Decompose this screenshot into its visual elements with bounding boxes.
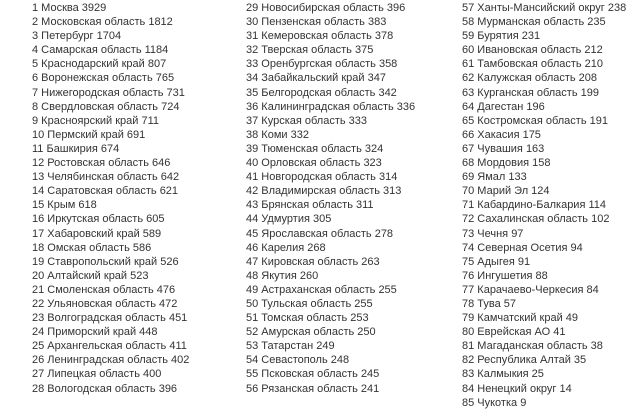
ranking-entry: 28 Вологодская область 396 bbox=[32, 382, 178, 395]
ranking-entry: 30 Пензенская область 383 bbox=[246, 16, 387, 29]
ranking-entry: 42 Владимирская область 313 bbox=[246, 185, 402, 198]
ranking-entry: 47 Кировская область 263 bbox=[246, 255, 380, 268]
ranking-entry: 49 Астраханская область 255 bbox=[246, 283, 397, 296]
ranking-entry: 85 Чукотка 9 bbox=[462, 396, 527, 409]
ranking-entry: 38 Коми 332 bbox=[246, 128, 309, 141]
ranking-entry: 81 Магаданская область 38 bbox=[462, 340, 603, 353]
ranking-entry: 22 Ульяновская область 472 bbox=[32, 297, 178, 310]
ranking-entry: 43 Брянская область 311 bbox=[246, 199, 374, 212]
ranking-entry: 78 Тува 57 bbox=[462, 297, 517, 310]
ranking-entry: 27 Липецкая область 400 bbox=[32, 368, 162, 381]
ranking-entry: 12 Ростовская область 646 bbox=[32, 157, 171, 170]
ranking-entry: 68 Мордовия 158 bbox=[462, 157, 551, 170]
ranking-column-3 bbox=[462, 1, 626, 410]
ranking-entry: 34 Забайкальский край 347 bbox=[246, 72, 386, 85]
ranking-entry: 26 Ленинградская область 402 bbox=[32, 354, 190, 367]
ranking-entry: 4 Самарская область 1184 bbox=[32, 44, 169, 57]
ranking-entry: 13 Челябинская область 642 bbox=[32, 171, 180, 184]
ranking-entry: 33 Оренбургская область 358 bbox=[246, 58, 398, 71]
ranking-entry: 19 Ставропольский край 526 bbox=[32, 255, 179, 268]
ranking-entry: 35 Белгородская область 342 bbox=[246, 86, 397, 99]
ranking-entry: 75 Адыгея 91 bbox=[462, 255, 531, 268]
ranking-entry: 72 Сахалинская область 102 bbox=[462, 213, 610, 226]
ranking-entry: 25 Архангельская область 411 bbox=[32, 340, 187, 353]
ranking-entry: 71 Кабардино-Балкария 114 bbox=[462, 199, 607, 212]
ranking-column-2 bbox=[246, 1, 415, 396]
ranking-entry: 11 Башкирия 674 bbox=[32, 142, 120, 155]
ranking-entry: 5 Краснодарский край 807 bbox=[32, 58, 167, 71]
ranking-entry: 74 Северная Осетия 94 bbox=[462, 241, 583, 254]
ranking-entry: 60 Ивановская область 212 bbox=[462, 44, 603, 57]
ranking-entry: 36 Калининградская область 336 bbox=[246, 100, 416, 113]
ranking-entry: 50 Тульская область 255 bbox=[246, 297, 373, 310]
ranking-entry: 9 Красноярский край 711 bbox=[32, 114, 160, 127]
ranking-entry: 54 Севастополь 248 bbox=[246, 354, 350, 367]
ranking-entry: 73 Чечня 97 bbox=[462, 227, 524, 240]
ranking-entry: 31 Кемеровская область 378 bbox=[246, 30, 394, 43]
ranking-entry: 46 Карелия 268 bbox=[246, 241, 326, 254]
ranking-entry: 15 Крым 618 bbox=[32, 199, 97, 212]
ranking-entry: 16 Иркутская область 605 bbox=[32, 213, 165, 226]
ranking-entry: 70 Марий Эл 124 bbox=[462, 185, 550, 198]
ranking-entry: 82 Республика Алтай 35 bbox=[462, 354, 587, 367]
ranking-entry: 51 Томская область 253 bbox=[246, 312, 369, 325]
ranking-entry: 17 Хабаровский край 589 bbox=[32, 227, 162, 240]
ranking-entry: 64 Дагестан 196 bbox=[462, 100, 545, 113]
ranking-entry: 20 Алтайский край 523 bbox=[32, 269, 149, 282]
ranking-entry: 40 Орловская область 323 bbox=[246, 157, 382, 170]
ranking-entry: 41 Новгородская область 314 bbox=[246, 171, 398, 184]
ranking-entry: 10 Пермский край 691 bbox=[32, 128, 146, 141]
ranking-entry: 24 Приморский край 448 bbox=[32, 326, 158, 339]
ranking-entry: 83 Калмыкия 25 bbox=[462, 368, 544, 381]
ranking-entry: 84 Ненецкий округ 14 bbox=[462, 382, 572, 395]
ranking-entry: 2 Московская область 1812 bbox=[32, 16, 173, 29]
ranking-entry: 77 Карачаево-Черкесия 84 bbox=[462, 283, 599, 296]
ranking-entry: 45 Ярославская область 278 bbox=[246, 227, 394, 240]
ranking-entry: 80 Еврейская АО 41 bbox=[462, 326, 566, 339]
ranking-entry: 56 Рязанская область 241 bbox=[246, 382, 380, 395]
ranking-entry: 57 Ханты-Мансийский округ 238 bbox=[462, 2, 627, 14]
ranking-entry: 62 Калужская область 208 bbox=[462, 72, 598, 85]
ranking-entry: 32 Тверская область 375 bbox=[246, 44, 374, 57]
ranking-entry: 66 Хакасия 175 bbox=[462, 128, 541, 141]
ranking-entry: 44 Удмуртия 305 bbox=[246, 213, 332, 226]
ranking-entry: 48 Якутия 260 bbox=[246, 269, 319, 282]
ranking-entry: 61 Тамбовская область 210 bbox=[462, 58, 604, 71]
ranking-entry: 52 Амурская область 250 bbox=[246, 326, 376, 339]
ranking-entry: 76 Ингушетия 88 bbox=[462, 269, 548, 282]
ranking-entry: 8 Свердловская область 724 bbox=[32, 100, 180, 113]
ranking-entry: 69 Ямал 133 bbox=[462, 171, 527, 184]
ranking-entry: 59 Бурятия 231 bbox=[462, 30, 541, 43]
ranking-entry: 1 Москва 3929 bbox=[32, 2, 107, 14]
ranking-entry: 58 Мурманская область 235 bbox=[462, 16, 606, 29]
ranking-entry: 53 Татарстан 249 bbox=[246, 340, 335, 353]
ranking-entry: 21 Смоленская область 476 bbox=[32, 283, 176, 296]
ranking-entry: 3 Петербург 1704 bbox=[32, 30, 122, 43]
ranking-entry: 29 Новосибирская область 396 bbox=[246, 2, 406, 14]
ranking-entry: 7 Нижегородская область 731 bbox=[32, 86, 185, 99]
ranking-entry: 39 Тюменская область 324 bbox=[246, 142, 384, 155]
ranking-entry: 23 Волгоградская область 451 bbox=[32, 312, 188, 325]
ranking-entry: 37 Курская область 333 bbox=[246, 114, 368, 127]
ranking-entry: 63 Курганская область 199 bbox=[462, 86, 599, 99]
ranking-column-1 bbox=[32, 1, 189, 396]
ranking-entry: 65 Костромская область 191 bbox=[462, 114, 608, 127]
ranking-entry: 55 Псковская область 245 bbox=[246, 368, 380, 381]
ranking-entry: 79 Камчатский край 49 bbox=[462, 312, 579, 325]
ranking-entry: 67 Чувашия 163 bbox=[462, 142, 545, 155]
ranking-entry: 6 Воронежская область 765 bbox=[32, 72, 175, 85]
ranking-entry: 18 Омская область 586 bbox=[32, 241, 152, 254]
ranking-entry: 14 Саратовская область 621 bbox=[32, 185, 179, 198]
